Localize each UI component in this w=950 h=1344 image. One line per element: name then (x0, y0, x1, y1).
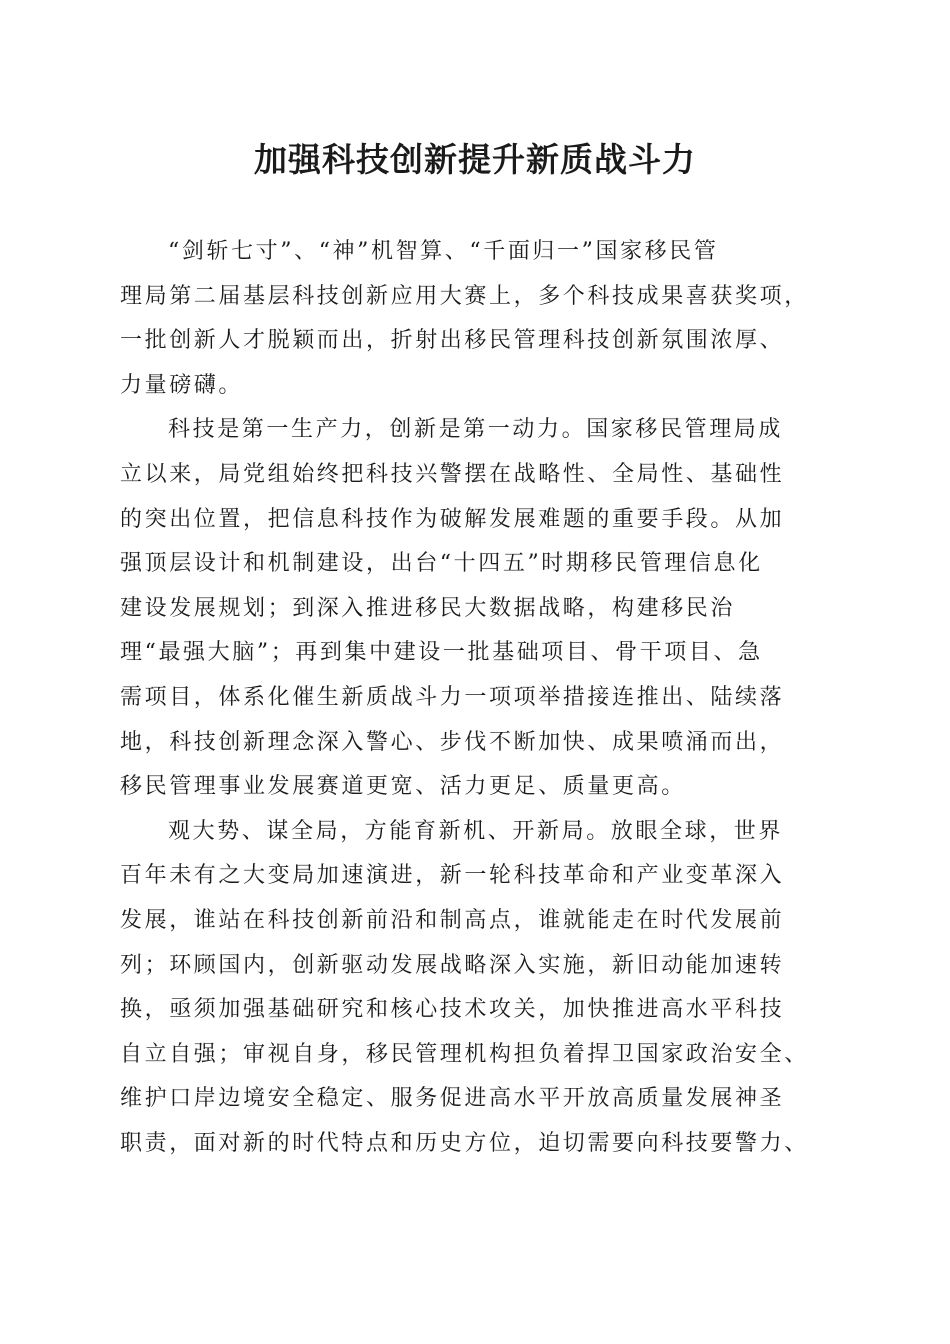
paragraph-3 (120, 810, 840, 1167)
paragraph-2 (120, 408, 840, 809)
document-title: 加强科技创新提升新质战斗力 (254, 140, 696, 179)
text-line: 理“最强大脑”；再到集中建设一批基础项目、骨干项目、急 (120, 640, 763, 666)
text-line: 力量磅礴。 (120, 372, 244, 398)
text-line: 发展，谁站在科技创新前沿和制高点，谁就能走在时代发展前 (120, 907, 785, 933)
text-line: 职责，面对新的时代特点和历史方位，迫切需要向科技要警力、 (120, 1130, 809, 1156)
text-line: 科技是第一生产力，创新是第一动力。国家移民管理局成 (168, 417, 784, 443)
text-line: 理局第二届基层科技创新应用大赛上，多个科技成果喜获奖项， (120, 283, 809, 309)
text-line: “剑斩七寸”、“神”机智算、“千面归一”国家移民管 (168, 239, 719, 264)
text-line: 地，科技创新理念深入警心、步伐不断加快、成果喷涌而出， (120, 729, 785, 755)
text-line: 自立自强；审视自身，移民管理机构担负着捍卫国家政治安全、 (120, 1041, 809, 1067)
text-line: 的突出位置，把信息科技作为破解发展难题的重要手段。从加 (120, 506, 785, 532)
text-line: 观大势、谋全局，方能育新机、开新局。放眼全球，世界 (168, 818, 784, 844)
text-line: 换，亟须加强基础研究和核心技术攻关，加快推进高水平科技 (120, 997, 785, 1023)
text-line: 建设发展规划；到深入推进移民大数据战略，构建移民治 (120, 595, 736, 621)
text-line: 立以来，局党组始终把科技兴警摆在战略性、全局性、基础性 (120, 461, 785, 487)
paragraph-1 (120, 230, 840, 408)
text-line: 维护口岸边境安全稳定、服务促进高水平开放高质量发展神圣 (120, 1086, 785, 1112)
text-line: 需项目，体系化催生新质战斗力一项项举措接连推出、陆续落 (120, 684, 785, 710)
document-body (120, 230, 840, 1166)
text-line: 列；环顾国内，创新驱动发展战略深入实施，新旧动能加速转 (120, 952, 785, 978)
text-line: 移民管理事业发展赛道更宽、活力更足、质量更高。 (120, 774, 686, 800)
text-line: 一批创新人才脱颖而出，折射出移民管理科技创新氛围浓厚、 (120, 328, 785, 354)
text-line: 强顶层设计和机制建设，出台“十四五”时期移民管理信息化 (120, 551, 763, 577)
text-line: 百年未有之大变局加速演进，新一轮科技革命和产业变革深入 (120, 863, 785, 889)
